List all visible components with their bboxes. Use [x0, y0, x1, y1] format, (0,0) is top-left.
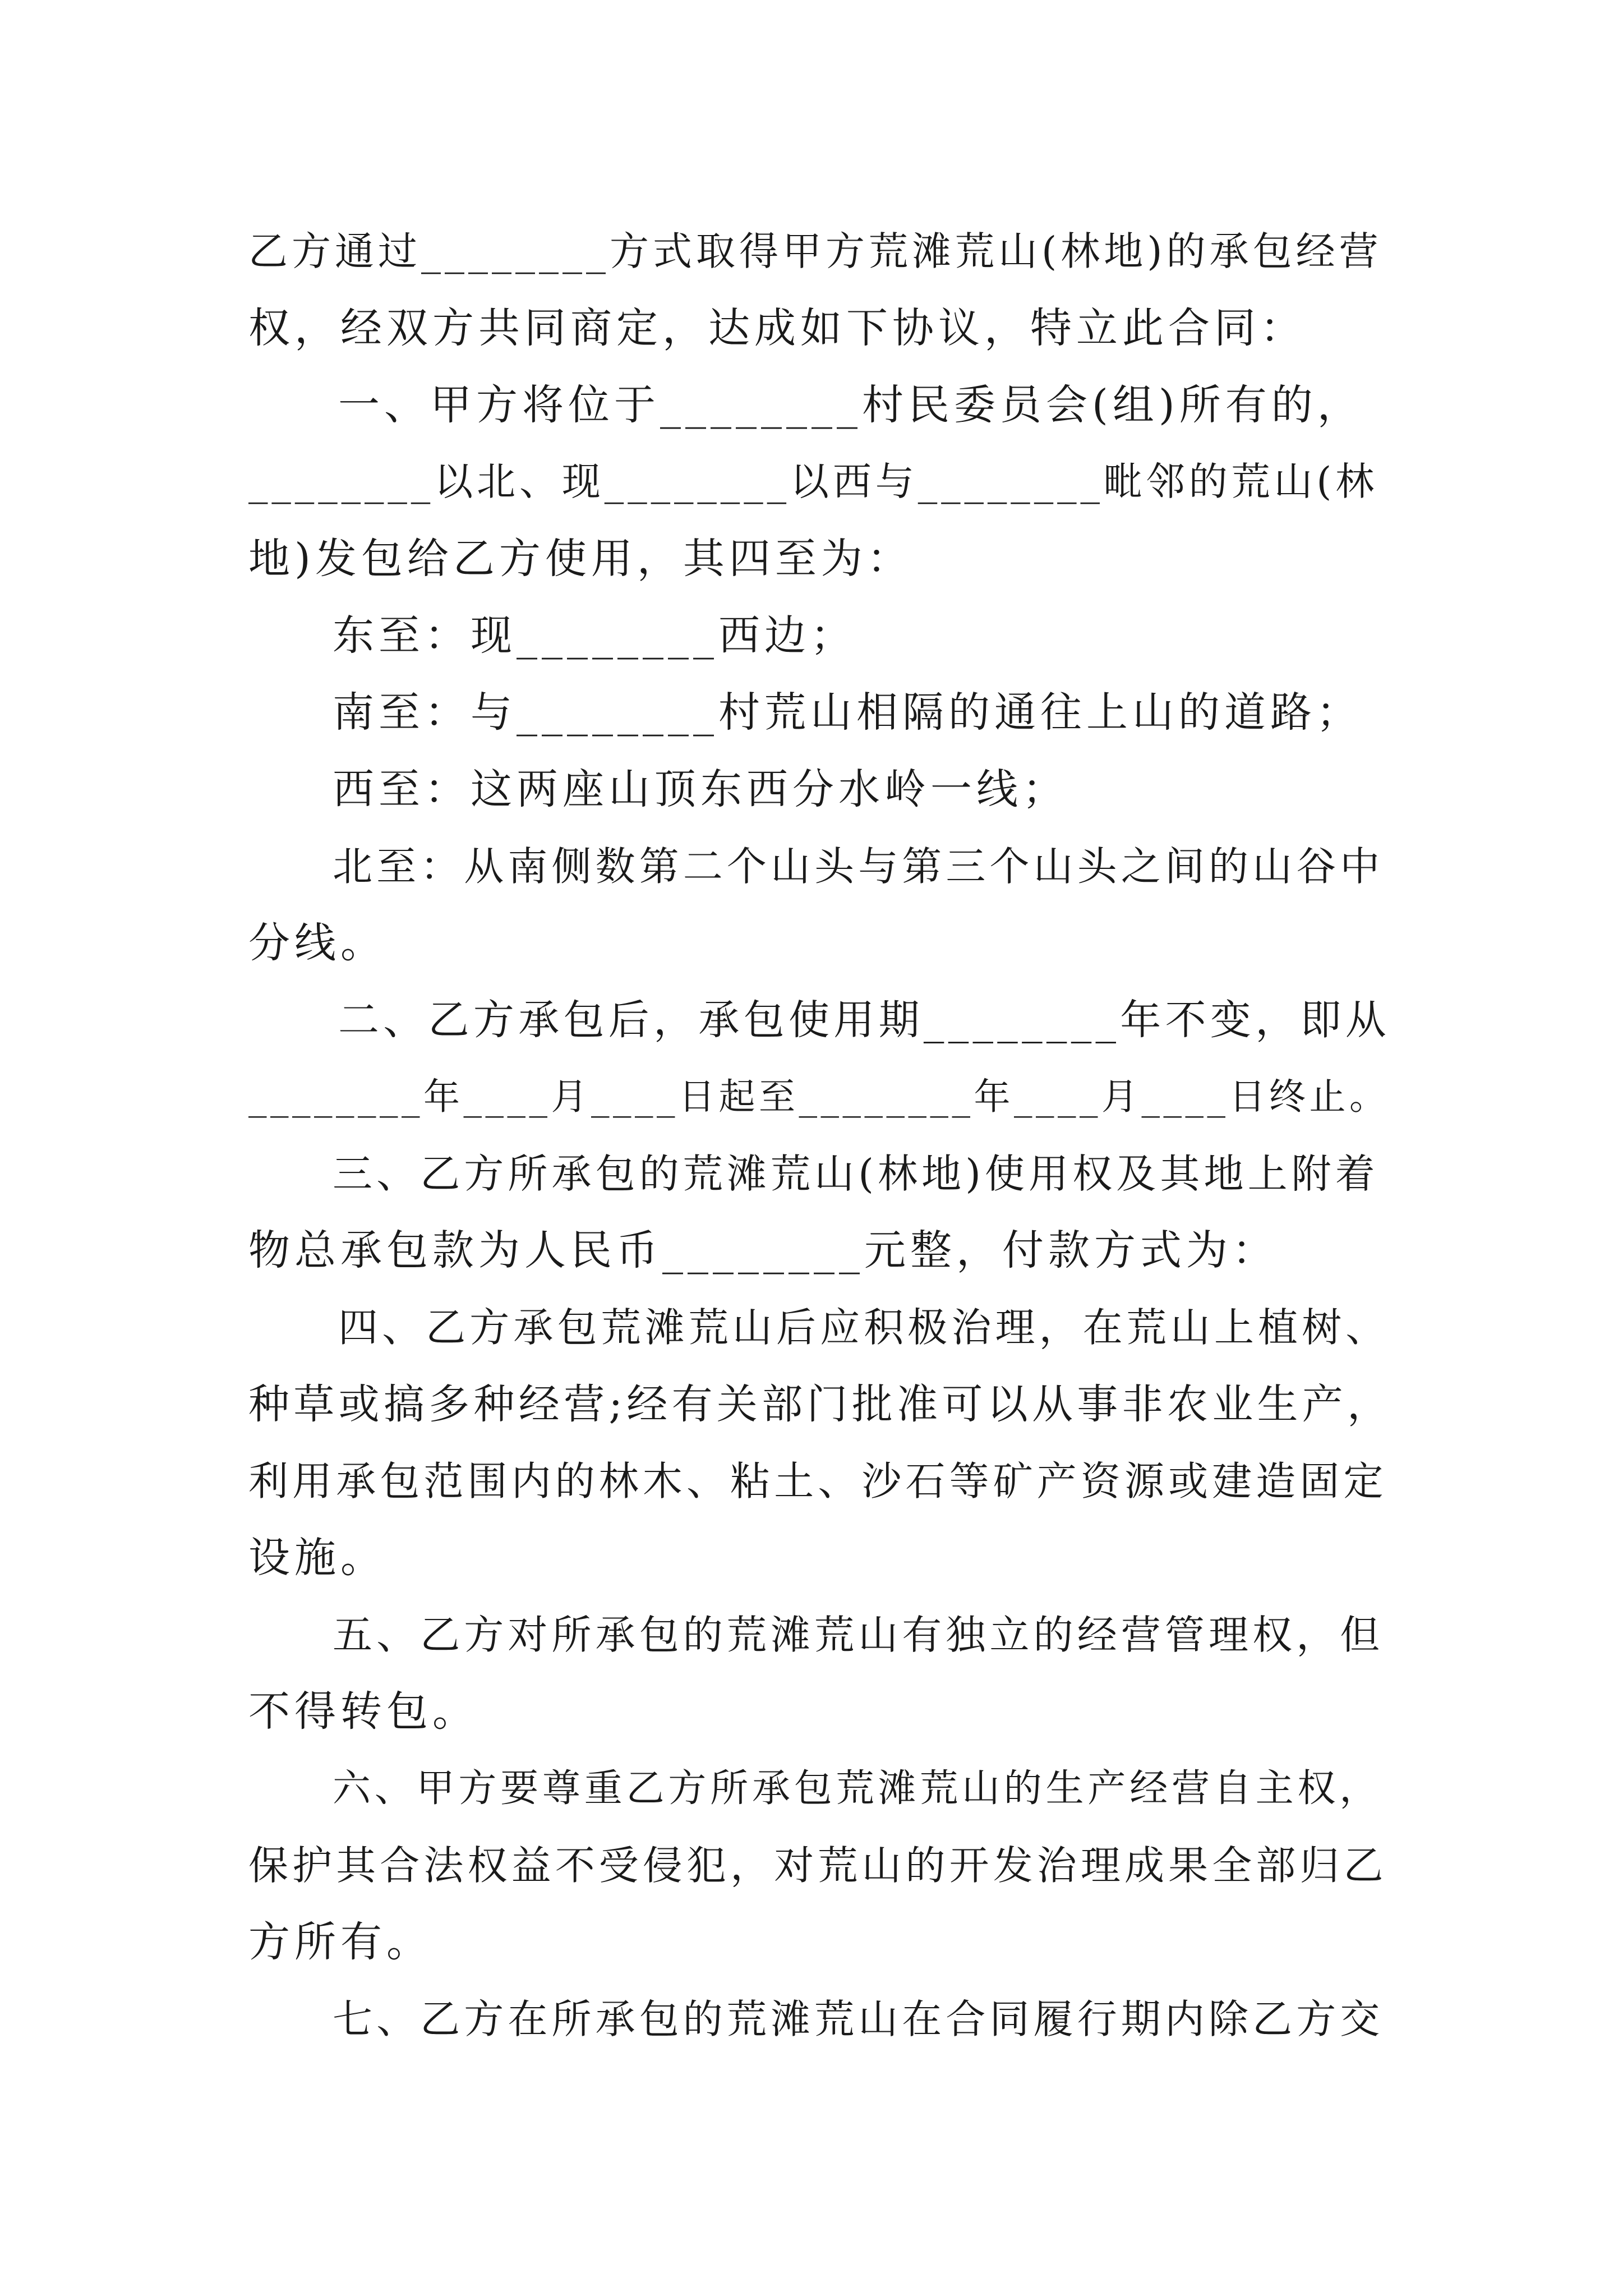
text-line: ________年____月____日起至________年____月____日终止。	[248, 1076, 1390, 1118]
text-line: 分线。	[248, 919, 386, 967]
text-line: 南至：与________村荒山相隔的通往上山的道路；	[333, 688, 1362, 737]
text-line: 一、甲方将位于________村民委员会(组)所有的，	[338, 381, 1363, 429]
text-line: 权，经双方共同商定，达成如下协议，特立此合同：	[248, 304, 1306, 352]
text-line: 地)发包给乙方使用，其四至为：	[248, 535, 913, 583]
text-line: 种草或搞多种经营;经有关部门批准可以从事非农业生产，	[248, 1381, 1393, 1428]
text-line: 五、乙方对所承包的荒滩荒山有独立的经营管理权，但	[333, 1612, 1384, 1658]
text-line: 西至：这两座山顶东西分水岭一线；	[333, 765, 1068, 813]
text-line: ________以北、现________以西与________毗邻的荒山(林	[248, 459, 1378, 504]
text-line: 东至：现________西边；	[333, 611, 856, 660]
text-line: 物总承包款为人民币________元整，付款方式为：	[248, 1226, 1278, 1274]
text-line: 四、乙方承包荒滩荒山后应积极治理，在荒山上植树、	[338, 1304, 1390, 1351]
text-line: 保护其合法权益不受侵犯，对荒山的开发治理成果全部归乙	[248, 1842, 1387, 1889]
text-line: 设施。	[248, 1534, 386, 1582]
contract-text	[248, 213, 1393, 2058]
text-line: 七、乙方在所承包的荒滩荒山在合同履行期内除乙方交	[333, 1996, 1384, 2042]
text-line: 乙方通过________方式取得甲方荒滩荒山(林地)的承包经营	[248, 228, 1382, 274]
text-line: 二、乙方承包后，承包使用期________年不变，即从	[338, 996, 1391, 1044]
text-line: 六、甲方要尊重乙方所承包荒滩荒山的生产经营自主权，	[333, 1766, 1382, 1811]
text-line: 利用承包范围内的林木、粘土、沙石等矿产资源或建造固定	[248, 1458, 1387, 1504]
text-line: 不得转包。	[248, 1687, 478, 1736]
text-line: 三、乙方所承包的荒滩荒山(林地)使用权及其地上附着	[333, 1151, 1379, 1197]
text-line: 方所有。	[248, 1918, 432, 1966]
text-line: 北至：从南侧数第二个山头与第三个山头之间的山谷中	[333, 843, 1384, 890]
